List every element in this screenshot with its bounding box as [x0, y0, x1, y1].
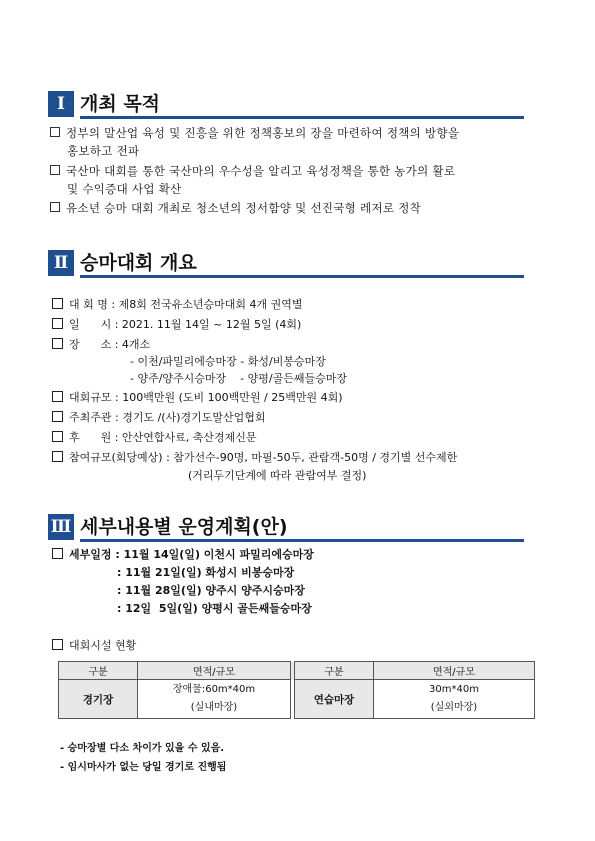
table-header-row	[59, 662, 535, 680]
overview-name: 대 회 명 : 제8회 전국유소년승마대회 4개 권역별	[52, 296, 302, 314]
schedule-item-4: : 12일 5일(일) 양평시 골든쌔들승마장	[117, 602, 312, 615]
checkbox-icon	[52, 298, 63, 309]
checkbox-icon	[52, 451, 63, 462]
checkbox-icon	[52, 318, 63, 329]
table-header: 구분	[295, 662, 374, 680]
checkbox-icon	[52, 411, 63, 422]
schedule-item-2: : 11월 21일(일) 화성시 비봉승마장	[117, 566, 295, 579]
overview-scale: 대회규모 : 100백만원 (도비 100백만원 / 25백만원 4회)	[52, 389, 343, 407]
table-cell: 연습마장	[295, 680, 374, 719]
overview-date: 일 시 : 2021. 11월 14일 ~ 12월 5일 (4회)	[52, 316, 301, 334]
table-row	[59, 680, 535, 719]
purpose-item-2: 국산마 대회를 통한 국산마의 우수성을 알리고 육성정책을 통한 농가의 활로 및 수익증대 사업 확산	[50, 162, 455, 198]
facilities-note-2: - 임시마사가 없는 당일 경기로 진행됨	[60, 762, 227, 773]
overview-participants: 참여규모(회당예상) : 참가선수-90명, 마필-50두, 관람객-50명 / 경기별 선수제한	[52, 449, 457, 467]
section-number: Ⅱ	[48, 250, 74, 276]
facilities-heading: 대회시설 현황	[52, 637, 136, 655]
schedule-label: 세부일정	[69, 548, 112, 561]
section-3-header	[42, 511, 524, 541]
overview-place-line2: - 양주/양주시승마장 - 양평/골든쌔들승마장	[130, 372, 347, 385]
section-title: 세부내용별 운영계획(안)	[80, 516, 288, 538]
overview-host: 주최주관 : 경기도 /(사)경기도말산업협회	[52, 409, 266, 427]
section-number: Ⅲ	[48, 514, 74, 540]
table-cell: 경기장	[59, 680, 138, 719]
section-title: 개최 목적	[80, 93, 161, 115]
checkbox-icon	[52, 338, 63, 349]
table-cell: 30m*40m (실외마장)	[374, 680, 535, 719]
purpose-item-3: 유소년 승마 대회 개최로 청소년의 정서함양 및 선진국형 레저로 정착	[50, 199, 421, 217]
table-header: 면적/규모	[138, 662, 291, 680]
table-cell: 장애물:60m*40m (실내마장)	[138, 680, 291, 719]
schedule-item-3: : 11월 28일(일) 양주시 양주시승마장	[117, 584, 305, 597]
section-underline	[80, 275, 524, 278]
facilities-note-1: - 승마장별 다소 차이가 있을 수 있음.	[60, 743, 225, 754]
overview-place: 장 소 : 4개소	[52, 336, 150, 354]
checkbox-icon	[52, 391, 63, 402]
table-header: 면적/규모	[374, 662, 535, 680]
checkbox-icon	[50, 127, 60, 137]
checkbox-icon	[50, 165, 60, 175]
section-2-header	[42, 247, 524, 277]
overview-place-line1: - 이천/파밀리에승마장 - 화성/비봉승마장	[130, 355, 326, 368]
section-title: 승마대회 개요	[80, 252, 197, 274]
checkbox-icon	[52, 431, 63, 442]
schedule-item-1: 세부일정 : 11월 14일(일) 이천시 파밀리에승마장	[52, 546, 314, 564]
checkbox-icon	[52, 548, 63, 559]
facilities-table	[58, 661, 535, 719]
section-number: Ⅰ	[48, 91, 74, 117]
section-underline	[80, 539, 524, 542]
purpose-item-1: 정부의 말산업 육성 및 진흥을 위한 정책홍보의 장을 마련하여 정책의 방향을 홍보하고 전파	[50, 124, 459, 160]
overview-participants-note: (거리두기단계에 따라 관람여부 결정)	[188, 469, 367, 482]
overview-sponsor: 후 원 : 안산연합사료, 축산경제신문	[52, 429, 256, 447]
checkbox-icon	[52, 639, 63, 650]
table-header: 구분	[59, 662, 138, 680]
section-underline	[80, 116, 524, 119]
checkbox-icon	[50, 202, 60, 212]
section-1-header	[42, 88, 524, 118]
